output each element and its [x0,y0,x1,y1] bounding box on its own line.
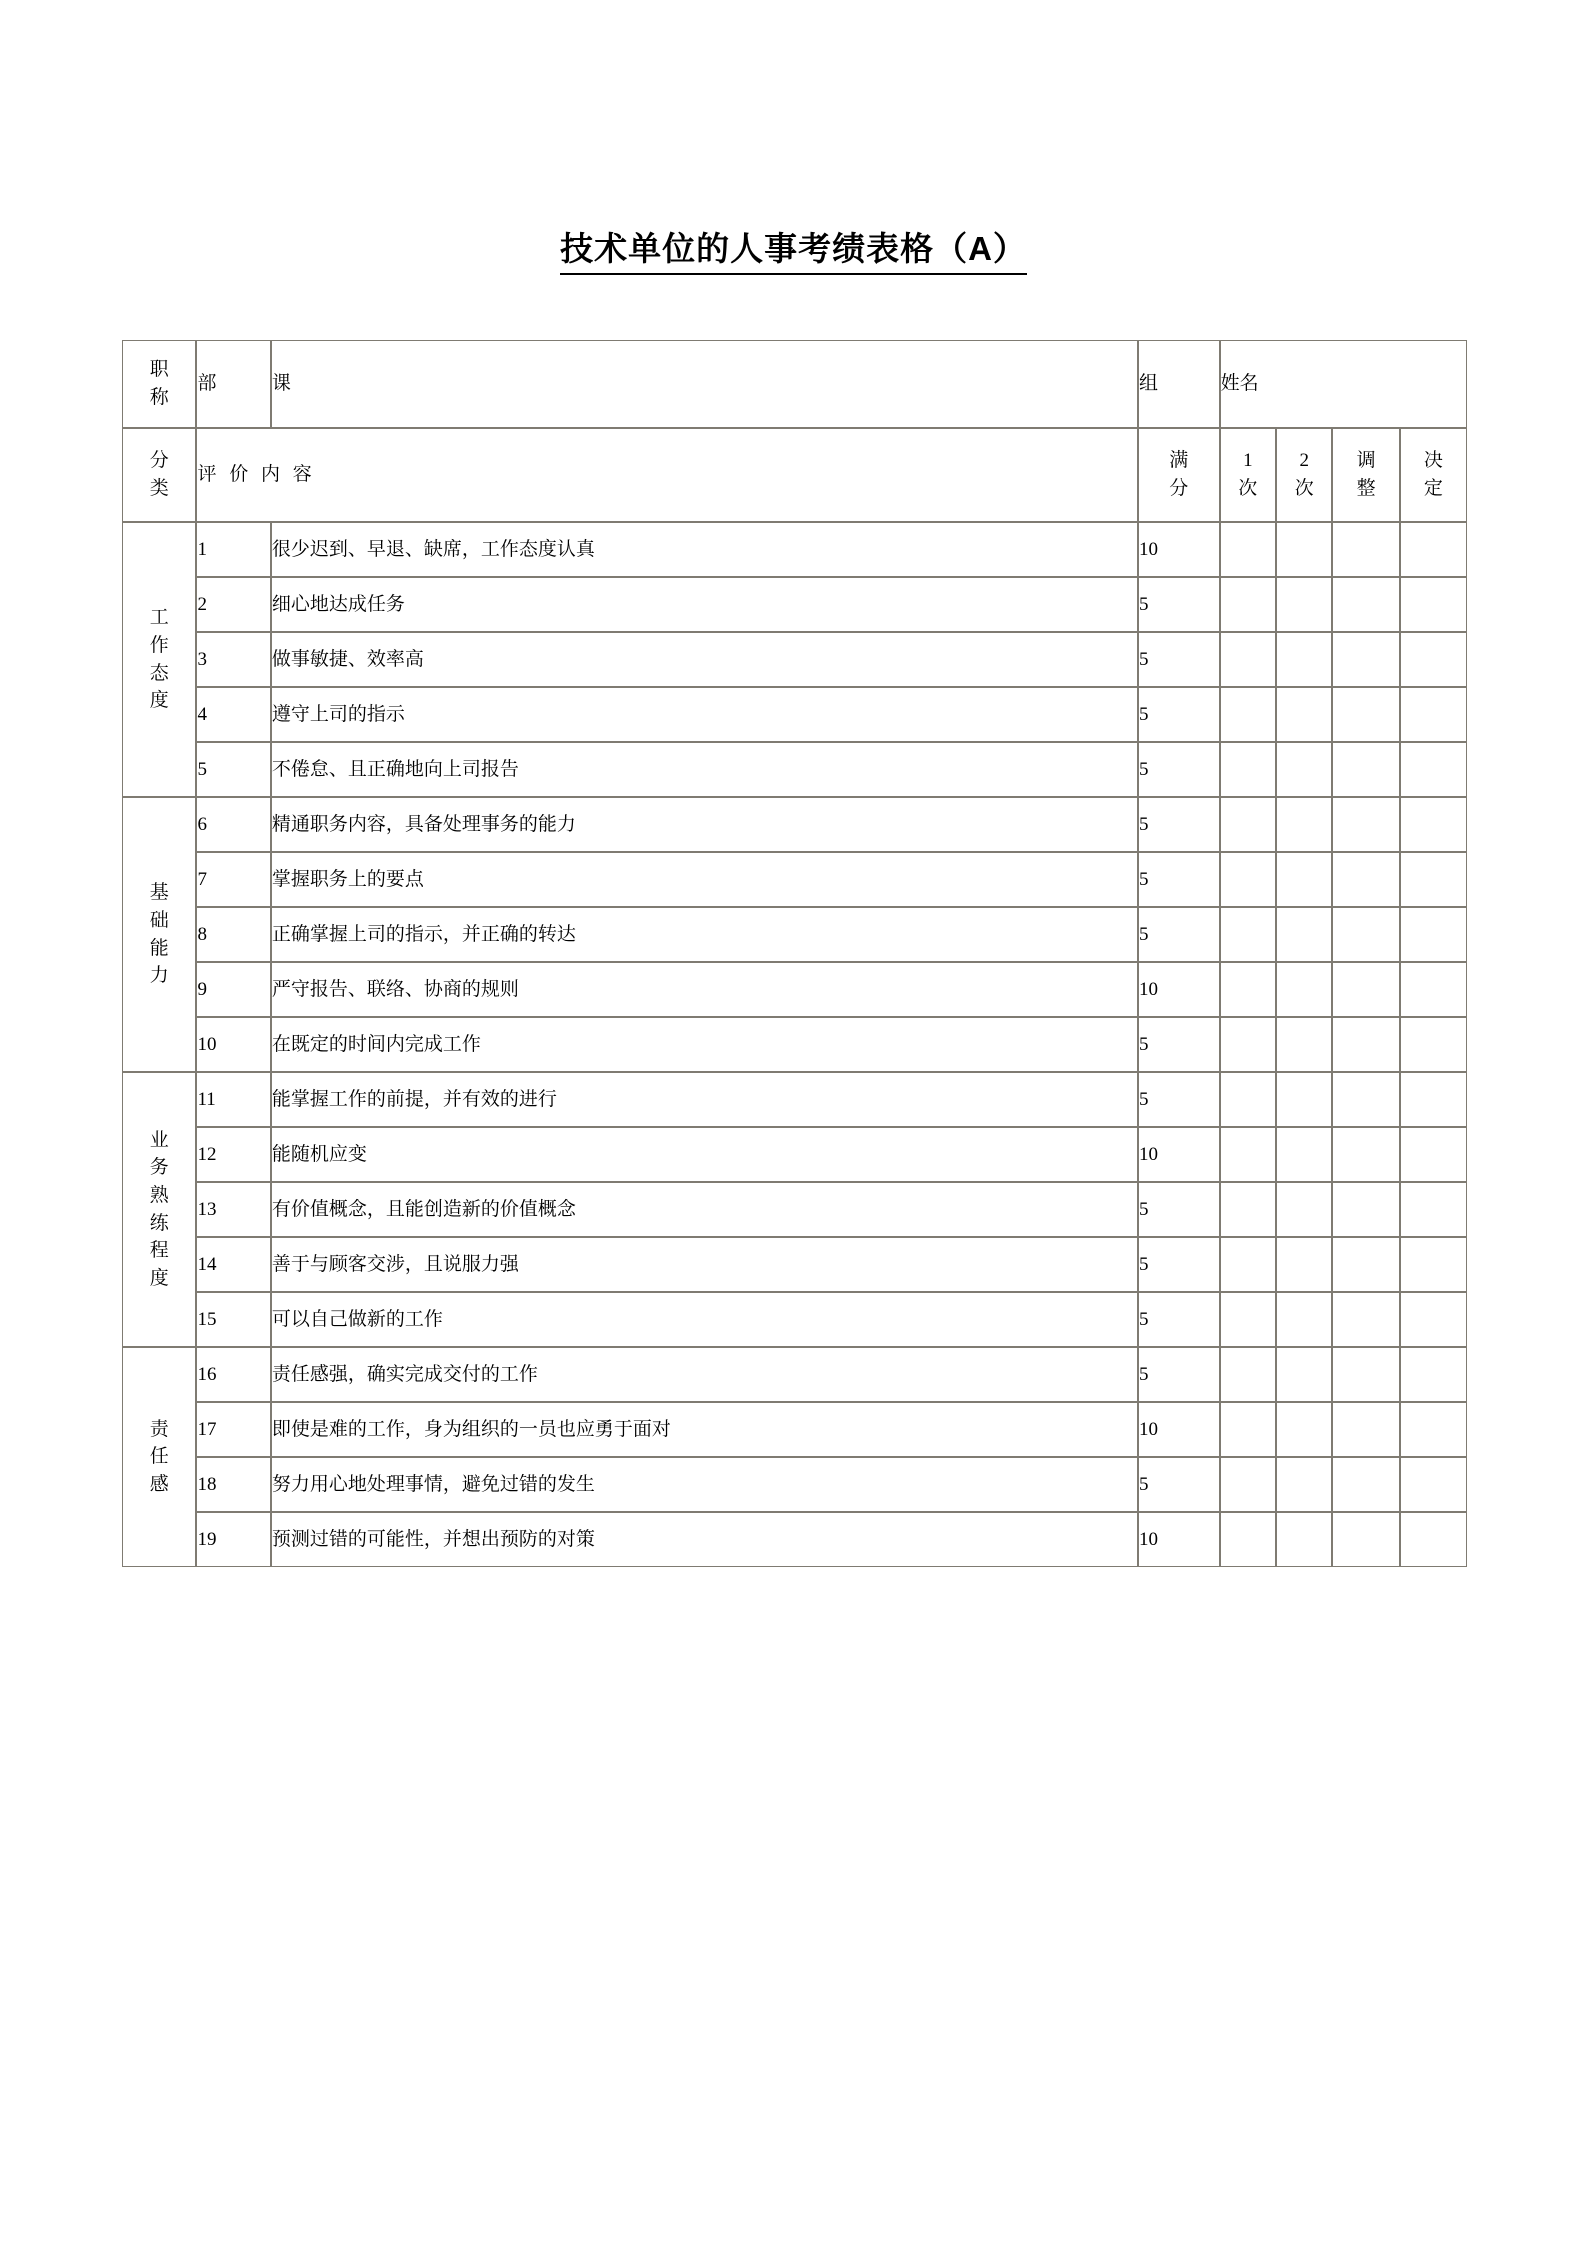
full-score-cell: 10 [1138,1402,1220,1457]
first-time-cell[interactable] [1220,1292,1276,1347]
decision-cell[interactable] [1400,687,1467,742]
adjustment-cell[interactable] [1332,1182,1399,1237]
row-number: 10 [196,1017,270,1072]
row-number: 1 [196,522,270,577]
adjustment-cell[interactable] [1332,687,1399,742]
department-label[interactable]: 部 [196,340,270,428]
adjustment-cell[interactable] [1332,1292,1399,1347]
vertical-char: 次 [1238,478,1258,499]
full-score-cell: 5 [1138,577,1220,632]
second-time-cell[interactable] [1276,1072,1332,1127]
row-number: 14 [196,1237,270,1292]
criterion-text: 精通职务内容，具备处理事务的能力 [271,797,1138,852]
second-time-cell[interactable] [1276,1347,1332,1402]
table-row [122,1457,1467,1512]
second-time-cell[interactable] [1276,797,1332,852]
adjustment-cell[interactable] [1332,632,1399,687]
decision-cell[interactable] [1400,1182,1467,1237]
first-time-cell[interactable] [1220,522,1276,577]
second-time-cell[interactable] [1276,1512,1332,1567]
first-time-cell[interactable] [1220,1127,1276,1182]
decision-cell[interactable] [1400,907,1467,962]
criterion-text: 不倦怠、且正确地向上司报告 [271,742,1138,797]
header-decision [1400,428,1467,522]
second-time-cell[interactable] [1276,1402,1332,1457]
adjustment-cell[interactable] [1332,852,1399,907]
category-cell [122,1072,196,1347]
criterion-text: 掌握职务上的要点 [271,852,1138,907]
decision-cell[interactable] [1400,797,1467,852]
criterion-text: 可以自己做新的工作 [271,1292,1138,1347]
vertical-char: 度 [149,1267,169,1289]
decision-cell[interactable] [1400,1457,1467,1512]
header-category [122,428,196,522]
vertical-char: 分 [149,450,169,472]
second-time-cell[interactable] [1276,632,1332,687]
vertical-char: 础 [149,909,169,931]
decision-cell[interactable] [1400,1127,1467,1182]
adjustment-cell[interactable] [1332,1347,1399,1402]
full-score-cell: 5 [1138,1457,1220,1512]
header-second-time [1276,428,1332,522]
second-time-cell[interactable] [1276,1127,1332,1182]
vertical-char: 任 [149,1446,169,1468]
vertical-char: 调 [1356,450,1376,472]
first-time-cell[interactable] [1220,1072,1276,1127]
second-time-cell[interactable] [1276,687,1332,742]
full-score-cell: 5 [1138,1237,1220,1292]
first-time-cell[interactable] [1220,742,1276,797]
table-row [122,852,1467,907]
criterion-text: 细心地达成任务 [271,577,1138,632]
second-time-cell[interactable] [1276,1017,1332,1072]
decision-cell[interactable] [1400,632,1467,687]
decision-cell[interactable] [1400,1237,1467,1292]
row-number: 19 [196,1512,270,1567]
section-label[interactable]: 课 [271,340,1138,428]
decision-cell[interactable] [1400,522,1467,577]
adjustment-cell[interactable] [1332,742,1399,797]
adjustment-cell[interactable] [1332,577,1399,632]
decision-cell[interactable] [1400,852,1467,907]
table-row [122,577,1467,632]
vertical-char: 练 [149,1212,169,1234]
criterion-text: 即使是难的工作，身为组织的一员也应勇于面对 [271,1402,1138,1457]
criterion-text: 在既定的时间内完成工作 [271,1017,1138,1072]
full-score-cell: 10 [1138,962,1220,1017]
row-number: 13 [196,1182,270,1237]
category-cell [122,797,196,1072]
full-score-cell: 5 [1138,742,1220,797]
row-number: 16 [196,1347,270,1402]
full-score-cell: 10 [1138,1512,1220,1567]
decision-cell[interactable] [1400,742,1467,797]
criterion-text: 严守报告、联络、协商的规则 [271,962,1138,1017]
second-time-cell[interactable] [1276,577,1332,632]
criterion-text: 很少迟到、早退、缺席，工作态度认真 [271,522,1138,577]
row-number: 4 [196,687,270,742]
table-row [122,1347,1467,1402]
table-row [122,1127,1467,1182]
decision-cell[interactable] [1400,1512,1467,1567]
vertical-char: 2 [1299,450,1309,472]
vertical-char: 1 [1243,450,1253,472]
table-row [122,1402,1467,1457]
second-time-cell[interactable] [1276,522,1332,577]
adjustment-cell[interactable] [1332,797,1399,852]
row-number: 8 [196,907,270,962]
second-time-cell[interactable] [1276,1237,1332,1292]
first-time-cell[interactable] [1220,1512,1276,1567]
adjustment-cell[interactable] [1332,522,1399,577]
table-row [122,1072,1467,1127]
criterion-text: 正确掌握上司的指示，并正确的转达 [271,907,1138,962]
vertical-char: 类 [149,478,169,499]
vertical-char: 整 [1356,478,1376,499]
full-score-cell: 5 [1138,1017,1220,1072]
vertical-char: 定 [1423,478,1443,499]
adjustment-cell[interactable] [1332,962,1399,1017]
adjustment-cell[interactable] [1332,907,1399,962]
page-title-wrapper [0,228,1587,275]
first-time-cell[interactable] [1220,577,1276,632]
vertical-char: 能 [149,937,169,959]
full-score-cell: 5 [1138,632,1220,687]
appraisal-table [122,340,1467,1567]
decision-cell[interactable] [1400,1017,1467,1072]
first-time-cell[interactable] [1220,907,1276,962]
second-time-cell[interactable] [1276,1182,1332,1237]
table-row [122,632,1467,687]
vertical-char: 程 [149,1240,169,1262]
full-score-cell: 5 [1138,1072,1220,1127]
vertical-char: 基 [149,882,169,904]
criterion-text: 能随机应变 [271,1127,1138,1182]
table-row [122,687,1467,742]
table-row [122,962,1467,1017]
first-time-cell[interactable] [1220,1402,1276,1457]
name-label[interactable]: 姓名 [1220,340,1467,428]
adjustment-cell[interactable] [1332,1457,1399,1512]
full-score-cell: 5 [1138,1182,1220,1237]
vertical-char: 次 [1294,478,1314,499]
table-row [122,1292,1467,1347]
vertical-char: 职 [149,359,169,381]
table-row [122,522,1467,577]
row-number: 3 [196,632,270,687]
first-time-cell[interactable] [1220,632,1276,687]
full-score-cell: 5 [1138,797,1220,852]
first-time-cell[interactable] [1220,1347,1276,1402]
criterion-text: 善于与顾客交涉，且说服力强 [271,1237,1138,1292]
adjustment-cell[interactable] [1332,1127,1399,1182]
row-number: 18 [196,1457,270,1512]
first-time-cell[interactable] [1220,852,1276,907]
group-label[interactable]: 组 [1138,340,1220,428]
full-score-cell: 5 [1138,907,1220,962]
table-row [122,1182,1467,1237]
full-score-cell: 10 [1138,1127,1220,1182]
decision-cell[interactable] [1400,577,1467,632]
row-number: 15 [196,1292,270,1347]
second-time-cell[interactable] [1276,852,1332,907]
full-score-cell: 5 [1138,1292,1220,1347]
vertical-char: 度 [149,690,169,712]
decision-cell[interactable] [1400,1292,1467,1347]
criterion-text: 能掌握工作的前提，并有效的进行 [271,1072,1138,1127]
decision-cell[interactable] [1400,1402,1467,1457]
table-row [122,1512,1467,1567]
first-time-cell[interactable] [1220,687,1276,742]
vertical-char: 感 [149,1473,169,1495]
first-time-cell[interactable] [1220,797,1276,852]
vertical-char: 决 [1423,450,1443,472]
adjustment-cell[interactable] [1332,1402,1399,1457]
adjustment-cell[interactable] [1332,1237,1399,1292]
vertical-char: 务 [149,1157,169,1179]
row-number: 17 [196,1402,270,1457]
full-score-cell: 5 [1138,687,1220,742]
table-row [122,1237,1467,1292]
decision-cell[interactable] [1400,1072,1467,1127]
decision-cell[interactable] [1400,1347,1467,1402]
criterion-text: 努力用心地处理事情，避免过错的发生 [271,1457,1138,1512]
row-number: 12 [196,1127,270,1182]
decision-cell[interactable] [1400,962,1467,1017]
page-title: 技术单位的人事考绩表格（A） [560,228,1027,275]
row-number: 7 [196,852,270,907]
vertical-char: 满 [1169,450,1189,472]
row-number: 6 [196,797,270,852]
header-content: 评 价 内 容 [196,428,1137,522]
criterion-text: 预测过错的可能性，并想出预防的对策 [271,1512,1138,1567]
full-score-cell: 5 [1138,852,1220,907]
criterion-text: 有价值概念，且能创造新的价值概念 [271,1182,1138,1237]
table-row [122,1017,1467,1072]
table-row [122,907,1467,962]
vertical-char: 业 [149,1129,169,1151]
vertical-char: 称 [149,387,169,408]
header-adjustment [1332,428,1399,522]
header-full-score [1138,428,1220,522]
vertical-char: 分 [1169,478,1189,499]
adjustment-cell[interactable] [1332,1512,1399,1567]
column-header-row [122,428,1467,522]
criterion-text: 遵守上司的指示 [271,687,1138,742]
second-time-cell[interactable] [1276,907,1332,962]
row-number: 2 [196,577,270,632]
vertical-char: 作 [149,634,169,656]
vertical-char: 工 [149,607,169,629]
criterion-text: 做事敏捷、效率高 [271,632,1138,687]
first-time-cell[interactable] [1220,1457,1276,1512]
row-number: 11 [196,1072,270,1127]
vertical-char: 力 [149,965,169,987]
row-number: 5 [196,742,270,797]
full-score-cell: 10 [1138,522,1220,577]
criterion-text: 责任感强，确实完成交付的工作 [271,1347,1138,1402]
adjustment-cell[interactable] [1332,1017,1399,1072]
info-header-row [122,340,1467,428]
category-cell [122,522,196,797]
second-time-cell[interactable] [1276,742,1332,797]
first-time-cell[interactable] [1220,1237,1276,1292]
first-time-cell[interactable] [1220,1182,1276,1237]
full-score-cell: 5 [1138,1347,1220,1402]
vertical-char: 熟 [149,1184,169,1206]
category-cell [122,1347,196,1567]
header-first-time [1220,428,1276,522]
table-row [122,797,1467,852]
table-row [122,742,1467,797]
vertical-char: 责 [149,1418,169,1440]
vertical-char: 态 [149,662,169,684]
first-time-cell[interactable] [1220,962,1276,1017]
position-title-label [122,340,196,428]
first-time-cell[interactable] [1220,1017,1276,1072]
second-time-cell[interactable] [1276,962,1332,1017]
second-time-cell[interactable] [1276,1457,1332,1512]
adjustment-cell[interactable] [1332,1072,1399,1127]
row-number: 9 [196,962,270,1017]
second-time-cell[interactable] [1276,1292,1332,1347]
